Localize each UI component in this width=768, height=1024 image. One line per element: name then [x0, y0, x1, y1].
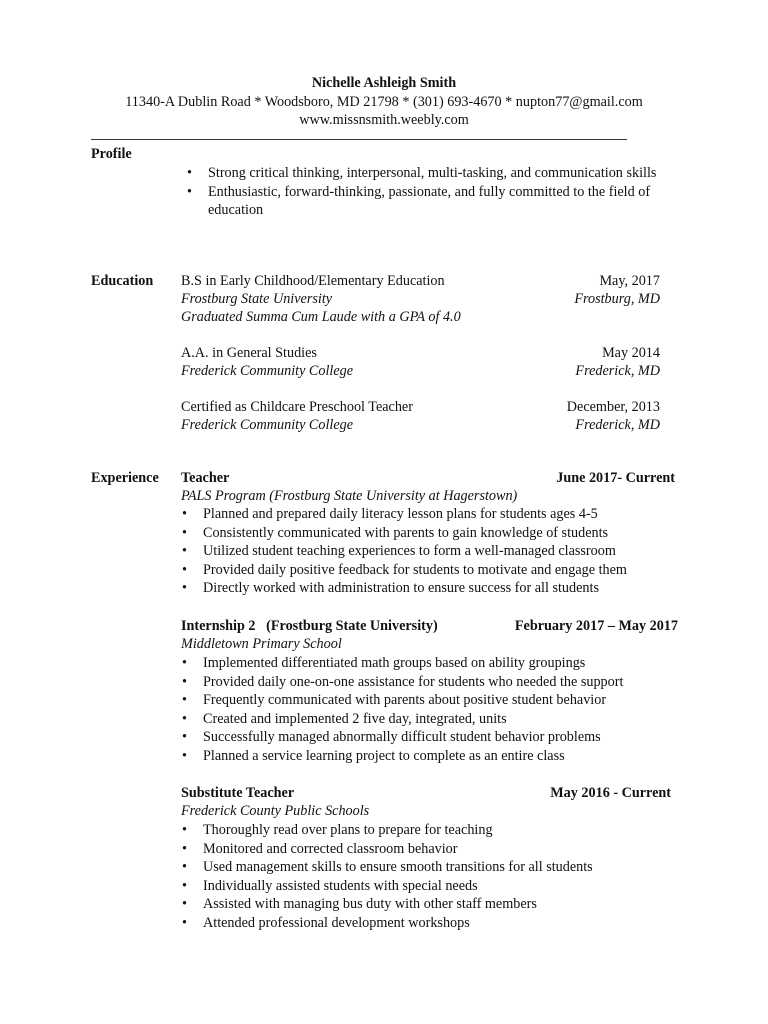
job-date: June 2017- Current: [556, 470, 675, 486]
duty-text: Individually assisted students with special needs: [203, 877, 478, 894]
bullet-icon: •: [182, 561, 187, 578]
list-item: [180, 840, 700, 859]
list-item: [180, 877, 700, 896]
contact-line: 11340-A Dublin Road * Woodsboro, MD 21798 * (301) 693-4670 * nupton77@gmail.com: [125, 93, 643, 110]
duty-text: Planned a service learning project to complete as an entire class: [203, 747, 565, 764]
job-duties-list: [180, 821, 700, 933]
duty-text: Monitored and corrected classroom behavior: [203, 840, 458, 857]
duty-text: Provided daily positive feedback for students to motivate and engage them: [203, 561, 627, 578]
list-item: [180, 579, 700, 598]
list-item: [180, 728, 700, 747]
job-organization: PALS Program (Frostburg State University at Hagerstown): [181, 488, 518, 504]
job-date: February 2017 – May 2017: [514, 618, 678, 634]
bullet-icon: •: [182, 822, 187, 838]
degree-date: December, 2013: [566, 399, 660, 415]
list-item: [180, 895, 700, 914]
experience-heading: Experience: [91, 470, 159, 486]
duty-text: Thoroughly read over plans to prepare for teaching: [203, 822, 493, 838]
profile-list: [185, 164, 675, 220]
duty-text: Frequently communicated with parents about positive student behavior: [203, 692, 607, 709]
bullet-icon: •: [182, 840, 187, 857]
bullet-icon: •: [182, 655, 187, 671]
profile-heading: Profile: [91, 146, 132, 162]
duty-text: Created and implemented 2 five day, integrated, units: [203, 710, 507, 727]
bullet-icon: •: [182, 729, 187, 746]
applicant-name: Nichelle Ashleigh Smith: [311, 75, 457, 91]
list-item: [180, 654, 700, 673]
duty-text: Assisted with managing bus duty with other staff members: [203, 896, 537, 913]
bullet-icon: •: [182, 524, 187, 541]
job-title: Teacher: [181, 470, 230, 486]
duty-text: Implemented differentiated math groups based on ability groupings: [203, 655, 586, 671]
school-location: Frederick, MD: [575, 363, 660, 379]
school-name: Frostburg State University: [181, 291, 333, 307]
list-item: [180, 505, 700, 524]
school-name: Frederick Community College: [181, 417, 354, 433]
list-item: [180, 821, 700, 840]
education-note: Graduated Summa Cum Laude with a GPA of 4.0: [181, 309, 461, 325]
bullet-icon: •: [182, 506, 187, 522]
list-item: [185, 183, 675, 220]
bullet-icon: •: [187, 183, 192, 200]
header-divider: [91, 139, 627, 140]
list-item: [180, 747, 700, 766]
duty-text: Provided daily one-on-one assistance for students who needed the support: [203, 673, 624, 690]
bullet-icon: •: [182, 673, 187, 690]
duty-text: Used management skills to ensure smooth transitions for all students: [203, 859, 593, 876]
bullet-icon: •: [182, 859, 187, 876]
profile-bullet-text: Strong critical thinking, interpersonal, multi-tasking, and communication skills: [208, 165, 657, 181]
duty-text: Utilized student teaching experiences to form a well-managed classroom: [203, 543, 616, 560]
website-line: www.missnsmith.weebly.com: [299, 112, 469, 129]
duty-text: Attended professional development workshops: [203, 914, 470, 931]
list-item: [180, 858, 700, 877]
profile-bullet-text: Enthusiastic, forward-thinking, passionate, and fully committed to the field of education: [208, 183, 651, 219]
degree-date: May, 2017: [599, 273, 660, 289]
school-location: Frederick, MD: [575, 417, 660, 433]
degree-date: May 2014: [602, 345, 660, 361]
duty-text: Planned and prepared daily literacy lesson plans for students ages 4-5: [203, 506, 598, 522]
list-item: [180, 542, 700, 561]
job-organization: Middletown Primary School: [181, 636, 342, 652]
list-item: [180, 561, 700, 580]
list-item: [180, 710, 700, 729]
school-location: Frostburg, MD: [574, 291, 660, 307]
list-item: [185, 164, 675, 183]
list-item: [180, 914, 700, 933]
bullet-icon: •: [182, 580, 187, 597]
job-duties-list: [180, 654, 700, 766]
duty-text: Consistently communicated with parents to gain knowledge of students: [203, 524, 609, 541]
job-organization: Frederick County Public Schools: [181, 803, 370, 819]
bullet-icon: •: [187, 165, 192, 181]
bullet-icon: •: [182, 896, 187, 913]
bullet-icon: •: [182, 710, 187, 727]
education-heading: Education: [91, 273, 154, 289]
degree-title: Certified as Childcare Preschool Teacher: [181, 399, 413, 415]
bullet-icon: •: [182, 914, 187, 931]
job-title: Substitute Teacher: [181, 785, 295, 801]
list-item: [180, 524, 700, 543]
job-date: May 2016 - Current: [550, 785, 671, 801]
school-name: Frederick Community College: [181, 363, 354, 379]
resume-header: [0, 74, 768, 130]
job-title: Internship 2 (Frostburg State University): [181, 618, 438, 634]
list-item: [180, 673, 700, 692]
list-item: [180, 691, 700, 710]
job-duties-list: [180, 505, 700, 598]
degree-title: A.A. in General Studies: [181, 345, 317, 361]
bullet-icon: •: [182, 877, 187, 894]
bullet-icon: •: [182, 692, 187, 709]
bullet-icon: •: [182, 747, 187, 764]
duty-text: Directly worked with administration to ensure success for all students: [203, 580, 599, 597]
degree-title: B.S in Early Childhood/Elementary Education: [181, 273, 445, 289]
bullet-icon: •: [182, 543, 187, 560]
duty-text: Successfully managed abnormally difficult student behavior problems: [203, 729, 601, 746]
